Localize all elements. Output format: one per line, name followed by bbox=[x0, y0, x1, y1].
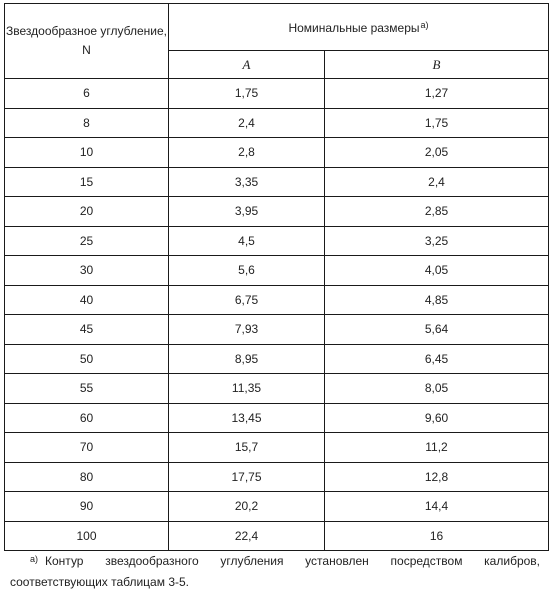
cell-recess-n: 55 bbox=[5, 374, 169, 404]
cell-dimension-a: 3,35 bbox=[169, 167, 325, 197]
cell-dimension-a: 8,95 bbox=[169, 344, 325, 374]
header-nominal-label: Номинальные размеры bbox=[288, 20, 420, 35]
cell-dimension-b: 2,05 bbox=[325, 138, 549, 168]
footnote-mark: a) bbox=[30, 554, 39, 564]
table-row bbox=[5, 433, 549, 463]
cell-dimension-a: 1,75 bbox=[169, 79, 325, 109]
table-row bbox=[5, 256, 549, 286]
cell-recess-n: 10 bbox=[5, 138, 169, 168]
cell-dimension-b: 5,64 bbox=[325, 315, 549, 345]
cell-recess-n: 6 bbox=[5, 79, 169, 109]
footnote-text: Контур звездообразного углубления установлен посредством калибров, соответствующих таблицам 3-5. bbox=[10, 554, 540, 589]
cell-recess-n: 25 bbox=[5, 226, 169, 256]
cell-dimension-b: 1,27 bbox=[325, 79, 549, 109]
table-body bbox=[5, 79, 549, 551]
cell-recess-n: 50 bbox=[5, 344, 169, 374]
header-star-recess: Звездообразное углубление, N bbox=[5, 4, 169, 79]
table-row bbox=[5, 197, 549, 227]
cell-dimension-a: 11,35 bbox=[169, 374, 325, 404]
cell-dimension-a: 6,75 bbox=[169, 285, 325, 315]
cell-dimension-b: 2,4 bbox=[325, 167, 549, 197]
header-col-a: A bbox=[169, 51, 325, 79]
table-row bbox=[5, 403, 549, 433]
cell-dimension-b: 9,60 bbox=[325, 403, 549, 433]
table-row bbox=[5, 226, 549, 256]
cell-dimension-b: 14,4 bbox=[325, 492, 549, 522]
cell-recess-n: 15 bbox=[5, 167, 169, 197]
header-row-top bbox=[5, 4, 549, 51]
table-row bbox=[5, 285, 549, 315]
table-row bbox=[5, 374, 549, 404]
cell-dimension-a: 17,75 bbox=[169, 462, 325, 492]
cell-dimension-b: 11,2 bbox=[325, 433, 549, 463]
cell-dimension-b: 2,85 bbox=[325, 197, 549, 227]
cell-dimension-b: 8,05 bbox=[325, 374, 549, 404]
table-row bbox=[5, 462, 549, 492]
cell-dimension-b: 16 bbox=[325, 521, 549, 551]
cell-recess-n: 90 bbox=[5, 492, 169, 522]
cell-dimension-a: 7,93 bbox=[169, 315, 325, 345]
table-row bbox=[5, 108, 549, 138]
table-row bbox=[5, 344, 549, 374]
header-nominal-dimensions bbox=[169, 4, 549, 51]
cell-dimension-a: 3,95 bbox=[169, 197, 325, 227]
cell-dimension-a: 22,4 bbox=[169, 521, 325, 551]
cell-recess-n: 80 bbox=[5, 462, 169, 492]
cell-recess-n: 40 bbox=[5, 285, 169, 315]
table-row bbox=[5, 138, 549, 168]
table-row bbox=[5, 79, 549, 109]
cell-dimension-b: 12,8 bbox=[325, 462, 549, 492]
dimensions-table bbox=[4, 3, 549, 551]
header-footnote-ref: a) bbox=[420, 19, 429, 30]
cell-recess-n: 70 bbox=[5, 433, 169, 463]
cell-dimension-b: 6,45 bbox=[325, 344, 549, 374]
cell-recess-n: 100 bbox=[5, 521, 169, 551]
cell-dimension-a: 2,8 bbox=[169, 138, 325, 168]
cell-recess-n: 20 bbox=[5, 197, 169, 227]
table-row bbox=[5, 492, 549, 522]
cell-recess-n: 8 bbox=[5, 108, 169, 138]
cell-dimension-b: 3,25 bbox=[325, 226, 549, 256]
cell-recess-n: 60 bbox=[5, 403, 169, 433]
cell-dimension-b: 4,05 bbox=[325, 256, 549, 286]
header-col-b: B bbox=[325, 51, 549, 79]
cell-recess-n: 30 bbox=[5, 256, 169, 286]
cell-dimension-b: 4,85 bbox=[325, 285, 549, 315]
cell-dimension-a: 15,7 bbox=[169, 433, 325, 463]
table-row bbox=[5, 315, 549, 345]
cell-recess-n: 45 bbox=[5, 315, 169, 345]
cell-dimension-a: 4,5 bbox=[169, 226, 325, 256]
table-row bbox=[5, 521, 549, 551]
table-row bbox=[5, 167, 549, 197]
cell-dimension-b: 1,75 bbox=[325, 108, 549, 138]
cell-dimension-a: 5,6 bbox=[169, 256, 325, 286]
cell-dimension-a: 13,45 bbox=[169, 403, 325, 433]
cell-dimension-a: 20,2 bbox=[169, 492, 325, 522]
footnote bbox=[10, 549, 540, 593]
cell-dimension-a: 2,4 bbox=[169, 108, 325, 138]
